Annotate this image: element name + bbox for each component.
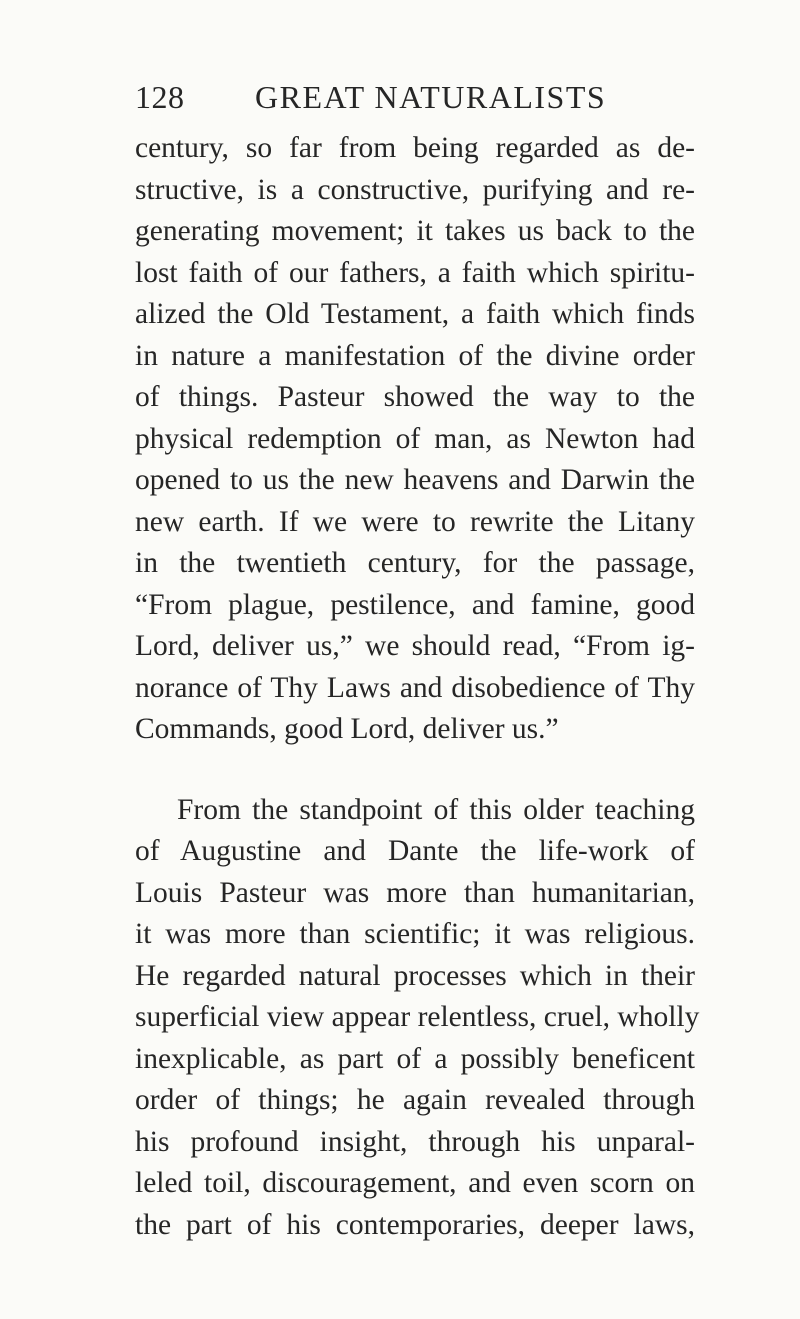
text-line: lost faith of our fathers, a faith which spiritu-	[135, 256, 695, 289]
text-line: norance of Thy Laws and disobedience of Thy	[135, 671, 695, 704]
text-line: leled toil, discouragement, and even scorn on	[135, 1167, 695, 1199]
running-head	[135, 72, 695, 122]
running-head-title: GREAT NATURALISTS	[255, 79, 607, 115]
text-line: of things. Pasteur showed the way to the	[135, 381, 695, 413]
paragraph-spacer	[135, 751, 695, 790]
text-line: Lord, deliver us,” we should read, “From ig-	[135, 630, 695, 662]
text-line: He regarded natural processes which in their	[135, 959, 695, 992]
text-line: physical redemption of man, as Newton had	[135, 422, 695, 455]
text-line: superficial view appear relentless, cruel, wholly	[135, 1001, 700, 1033]
text-line: in nature a manifestation of the divine order	[135, 339, 695, 372]
text-line: the part of his contemporaries, deeper laws,	[135, 1208, 695, 1241]
paragraph-1	[135, 128, 695, 751]
text-line: alized the Old Testament, a faith which finds	[135, 298, 695, 330]
text-line: his profound insight, through his unparal-	[135, 1125, 695, 1158]
page-number: 128	[135, 79, 185, 115]
text-line: order of things; he again revealed through	[135, 1084, 695, 1116]
text-line: Louis Pasteur was more than humanitarian,	[135, 876, 695, 909]
text-line: From the standpoint of this older teaching	[177, 793, 695, 826]
text-line: Commands, good Lord, deliver us.”	[135, 713, 559, 745]
text-line: century, so far from being regarded as de-	[135, 132, 695, 164]
text-line: of Augustine and Dante the life-work of	[135, 835, 695, 867]
text-line: new earth. If we were to rewrite the Litany	[135, 505, 695, 538]
text-line: opened to us the new heavens and Darwin the	[135, 464, 695, 496]
body-text	[135, 128, 700, 1246]
text-line: “From plague, pestilence, and famine, good	[135, 588, 695, 621]
text-line: it was more than scientific; it was religious.	[135, 918, 695, 950]
paragraph-2	[135, 790, 700, 1247]
text-line: inexplicable, as part of a possibly beneficent	[135, 1042, 695, 1075]
text-line: generating movement; it takes us back to the	[135, 215, 695, 247]
text-line: structive, is a constructive, purifying and re-	[135, 173, 695, 206]
text-line: in the twentieth century, for the passage,	[135, 547, 695, 579]
